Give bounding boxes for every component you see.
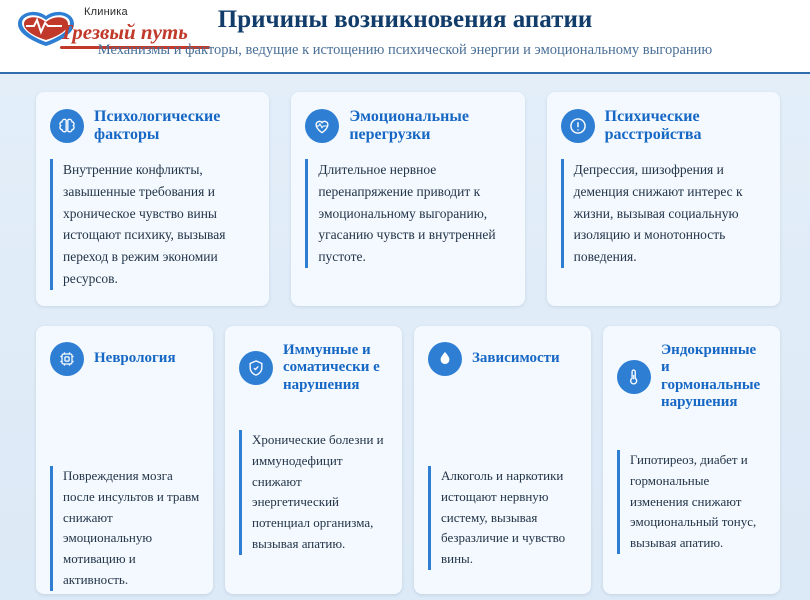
shield-icon [239,351,273,385]
card-text: Повреждения мозга после инсультов и травм снижают эмоциональную мотивацию и активность. [50,466,201,591]
card-immune-somatic[interactable] [225,326,402,594]
card-mental-disorders[interactable] [547,92,780,306]
card-header [50,342,199,376]
page-subtitle: Механизмы и факторы, ведущие к истощению психической энергии и эмоциональному выгоранию [97,42,713,58]
card-text: Внутренние конфликты, завышенные требования и хроническое чувство вины истощают психику, вызывая переход в режим экономии ресурсов. [50,159,255,290]
droplet-icon [428,342,462,376]
card-title: Эмоциональные перегрузки [349,108,469,144]
card-header [561,108,766,145]
card-header [50,108,255,145]
card-header [617,342,766,411]
card-title: Неврология [94,350,176,367]
card-title: Психические расстройства [604,108,702,144]
card-addictions[interactable] [414,326,591,594]
brain-icon [50,109,84,143]
card-emotional-overload[interactable] [291,92,524,306]
page-title: Причины возникновения апатии [217,6,593,33]
card-header [428,342,577,376]
card-text: Депрессия, шизофрения и деменция снижают интерес к жизни, вызывая социальную изоляцию и монотонность поведения. [561,159,766,268]
card-endocrine-hormonal[interactable] [603,326,780,594]
card-header [305,108,510,145]
card-psychological-factors[interactable] [36,92,269,306]
card-title: Эндокринные и гормональные нарушения [661,342,761,410]
chip-icon [50,342,84,376]
card-title: Иммунные и соматически е нарушения [283,342,380,393]
card-neurology[interactable] [36,326,213,594]
card-text: Хронические болезни и иммунодефицит снижают энергетический потенциал организма, вызывая апатию. [239,430,390,555]
card-title: Психологические факторы [94,108,221,144]
logo-name: Трезвый путь [60,20,188,44]
heart-pulse-icon [305,109,339,143]
card-header [239,342,388,394]
card-text: Алкоголь и наркотики истощают нервную систему, вызывая безразличие и чувство вины. [428,466,579,570]
logo-brand: Клиника [84,6,128,18]
cards-row-top [36,92,780,306]
card-text: Длительное нервное перенапряжение приводит к эмоциональному выгоранию, угасанию чувств и внутренней пустоте. [305,159,510,268]
card-title: Зависимости [472,350,560,367]
alert-circle-icon [561,109,595,143]
thermometer-icon [617,360,651,394]
header [0,0,810,74]
cards-row-bottom [36,326,780,594]
card-text: Гипотиреоз, диабет и гормональные изменения снижают эмоциональный тонус, вызывая апатию. [617,450,768,554]
